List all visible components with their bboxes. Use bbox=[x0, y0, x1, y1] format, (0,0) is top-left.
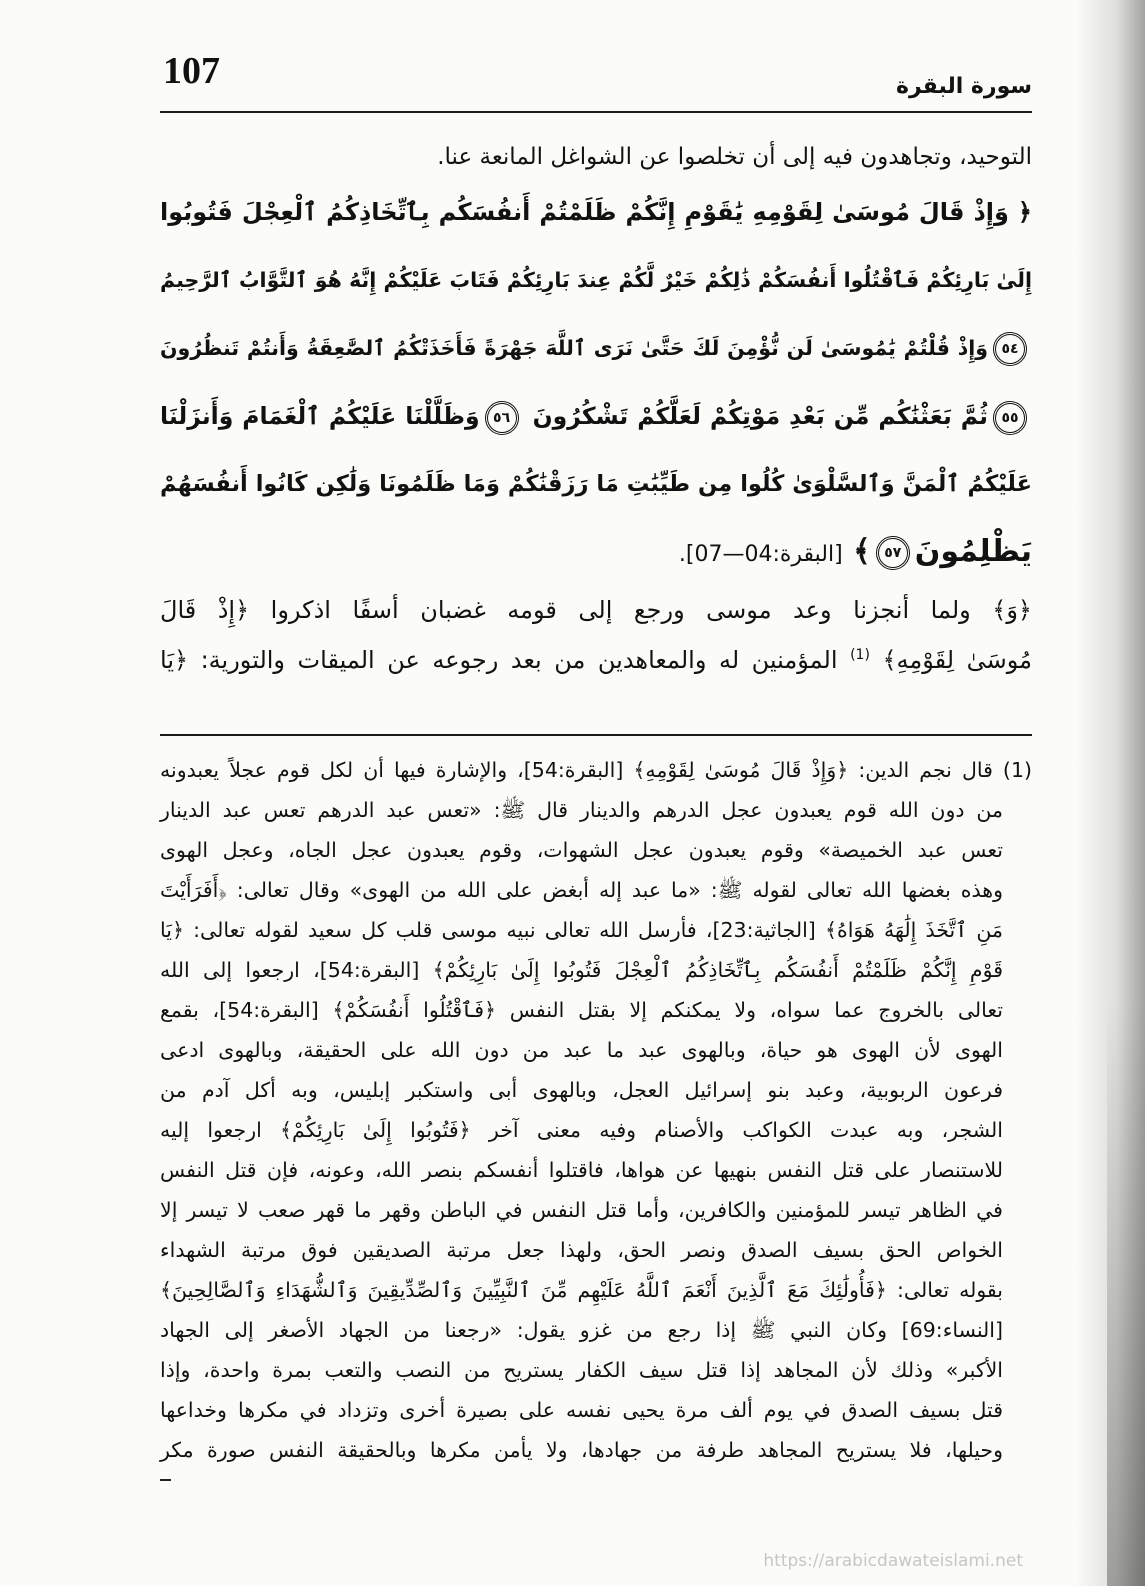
verse-line-4 bbox=[160, 382, 1032, 450]
footnotes bbox=[160, 750, 1032, 1470]
verse-line-5: عَلَيْكُمُ ٱلْمَنَّ وَٱلسَّلْوَىٰ كُلُوا مِن طَيِّبَٰتِ مَا رَزَقْنَٰكُمْ وَمَا ظَلَمُونَا وَلَٰكِن كَانُوا أَنفُسَهُمْ bbox=[160, 471, 1032, 497]
footnote-line: [النساء:69] وكان النبي ﷺ إذا رجع من غزو يقول: «رجعنا من الجهاد الأصغر إلى الجهاد bbox=[160, 1318, 1003, 1342]
footnote-line: من دون الله قوم يعبدون عجل الدرهم والدينار قال ﷺ: «تعس عبد الدرهم تعس عبد الدينار bbox=[160, 798, 1003, 822]
footnote-line: تعس عبد الخميصة» وقوم يعبدون عجل الشهوات، وقوم يعبدون عجل الجاه، وعجل الهوى bbox=[160, 838, 1003, 862]
footnote-reference: (1) bbox=[850, 647, 870, 663]
continuation-mark bbox=[160, 1479, 171, 1481]
footnote-line: في الظاهر تيسر للمؤمنين والكافرين، وأما قتل النفس في الباطن وقهر ما قهر صعب لا تيسر إلا bbox=[160, 1198, 1003, 1222]
verse-text: وَإِذْ قُلْتُمْ يَٰمُوسَىٰ لَن نُّؤْمِنَ لَكَ حَتَّىٰ نَرَى ٱللَّهَ جَهْرَةً فَأَخَذَتْكُمُ ٱلصَّٰعِقَةُ وَأَنتُمْ تَنظُرُونَ bbox=[160, 336, 988, 360]
ayah-number-57: ٥٧ bbox=[876, 536, 910, 570]
verse-close-bracket: ﴾ bbox=[853, 534, 871, 569]
paragraph-text: المؤمنين له والمعاهدين من بعد رجوعه عن الميقات والتورية: ﴿يَا bbox=[160, 646, 838, 674]
footnote-line: وحيلها، فلا يستريح المجاهد طرفة من جهادها، ولا يأمن مكرها وبالحقيقة النفس صورة مكر bbox=[160, 1438, 1003, 1462]
footnote-line: تعالى بالخروج عما سواه، ولا يمكنكم إلا بقتل النفس ﴿فَٱقْتُلُوا أَنفُسَكُمْ﴾ [البقرة:54]، بقمع bbox=[160, 998, 1003, 1022]
verse-line-6 bbox=[160, 518, 1032, 589]
footnote-separator bbox=[160, 734, 1032, 736]
footnote-line: الشجر، وبه عبدت الكواكب والأصنام وفيه معنى آخر ﴿فَتُوبُوا إِلَىٰ بَارِئِكُمْ﴾ ارجعوا إليه bbox=[160, 1118, 1003, 1142]
verse-line-1: ﴿ وَإِذْ قَالَ مُوسَىٰ لِقَوْمِهِ يَٰقَوْمِ إِنَّكُمْ ظَلَمْتُمْ أَنفُسَكُم بِٱتِّخَاذِكُمُ ٱلْعِجْلَ فَتُوبُوا bbox=[160, 198, 1032, 226]
footnote-line: قتل بسيف الصدق في يوم ألف مرة يحيى نفسه على بصيرة أخرى وتزداد في مكرها وخداعها bbox=[160, 1398, 1003, 1422]
paragraph-line-2 bbox=[160, 635, 1032, 685]
intro-paragraph bbox=[160, 137, 1032, 177]
ayah-number-54: ٥٤ bbox=[993, 332, 1027, 366]
verse-text: ثُمَّ بَعَثْنَٰكُم مِّن بَعْدِ مَوْتِكُمْ لَعَلَّكُمْ تَشْكُرُونَ bbox=[532, 402, 989, 430]
footnote-line: للاستنصار على قتل النفس بنهيها عن هواها، فاقتلوا أنفسكم بنصر الله، وعونه، فإن قتل النفس bbox=[160, 1158, 1003, 1182]
paragraph-text: مُوسَىٰ لِقَوْمِهِ﴾ bbox=[882, 646, 1032, 674]
ayah-number-55: ٥٥ bbox=[993, 401, 1027, 435]
footnote-line: فرعون الربوبية، وعبد بنو إسرائيل العجل، وبالهوى أبى واستكبر إبليس، وبه أكل آدم من bbox=[160, 1078, 1003, 1102]
page-number: 107 bbox=[163, 50, 220, 92]
footnote-line: وهذه بغضها الله تعالى لقوله ﷺ: «ما عبد إله أبغض على الله من الهوى» وقال تعالى: ﴿أَفَرَأَيْتَ bbox=[160, 878, 1003, 902]
verse-line-3 bbox=[160, 314, 1032, 382]
intro-line: التوحيد، وتجاهدون فيه إلى أن تخلصوا عن الشواغل المانعة عنا. bbox=[437, 144, 1032, 170]
header-rule bbox=[160, 111, 1032, 113]
verse-text: يَظْلِمُونَ bbox=[914, 534, 1032, 569]
footnote-line: مَنِ ٱتَّخَذَ إِلَٰهَهُ هَوَاهُ﴾ [الجاثية:23]، فأرسل الله تعالى نبيه موسى قلب كل سعيد لقوله تعالى: ﴿يَا bbox=[160, 918, 1003, 942]
footnote-line: بقوله تعالى: ﴿فَأُولَٰئِكَ مَعَ ٱلَّذِينَ أَنْعَمَ ٱللَّهُ عَلَيْهِم مِّنَ ٱلنَّبِيِّينَ وَٱلصِّدِّيقِينَ وَٱلشُّهَدَاءِ وَٱلصَّالِحِينَ﴾ bbox=[160, 1278, 1003, 1302]
footnote-line: قَوْمِ إِنَّكُمْ ظَلَمْتُمْ أَنفُسَكُم بِٱتِّخَاذِكُمُ ٱلْعِجْلَ فَتُوبُوا إِلَىٰ بَارِئِكُمْ﴾ [البقرة:54]، ارجعوا إلى الله bbox=[160, 958, 1004, 982]
footnote-line: الخواص الحق بسيف الصدق ونصر الحق، ولهذا جعل مرتبة الصديقين فوق مرتبة الشهداء bbox=[160, 1238, 1003, 1262]
footnote-line: الأكبر» وذلك لأن المجاهد إذا قتل سيف الكفار يستريح من النصب والتعب بمرة واحدة، وإذا bbox=[160, 1358, 1003, 1382]
verse-citation: [البقرة:04—07]. bbox=[678, 542, 843, 567]
surah-title: سورة البقرة bbox=[895, 74, 1032, 99]
verse-text: وَظَلَّلْنَا عَلَيْكُمُ ٱلْغَمَامَ وَأَنزَلْنَا bbox=[160, 402, 480, 430]
ayah-number-56: ٥٦ bbox=[485, 401, 519, 435]
quran-verses bbox=[160, 178, 1032, 589]
verse-line-2: إِلَىٰ بَارِئِكُمْ فَٱقْتُلُوا أَنفُسَكُمْ ذَٰلِكُمْ خَيْرٌ لَّكُمْ عِندَ بَارِئِكُمْ فَتَابَ عَلَيْكُمْ إِنَّهُ هُوَ ٱلتَّوَّابُ ٱلرَّحِيمُ bbox=[160, 268, 1032, 292]
watermark-url: https://arabicdawateislami.net bbox=[763, 1551, 1023, 1571]
footnote-line: (1) قال نجم الدين: ﴿وَإِذْ قَالَ مُوسَىٰ لِقَوْمِهِ﴾ [البقرة:54]، والإشارة فيها أن لكل قوم عجلاً يعبدونه bbox=[160, 758, 1032, 782]
scan-edge-shadow-bottom bbox=[1107, 1000, 1145, 1586]
footnote-line: الهوى لأن الهوى هو حياة، وبالهوى عبد ما عبد من دون الله على الحقيقة، وبالهوى ادعى bbox=[160, 1038, 1003, 1062]
paragraph-line-1: ﴿وَ﴾ ولما أنجزنا وعد موسى ورجع إلى قومه غضبان أسفًا اذكروا ﴿إِذْ قَالَ bbox=[160, 596, 1032, 624]
commentary-paragraph bbox=[160, 585, 1032, 685]
